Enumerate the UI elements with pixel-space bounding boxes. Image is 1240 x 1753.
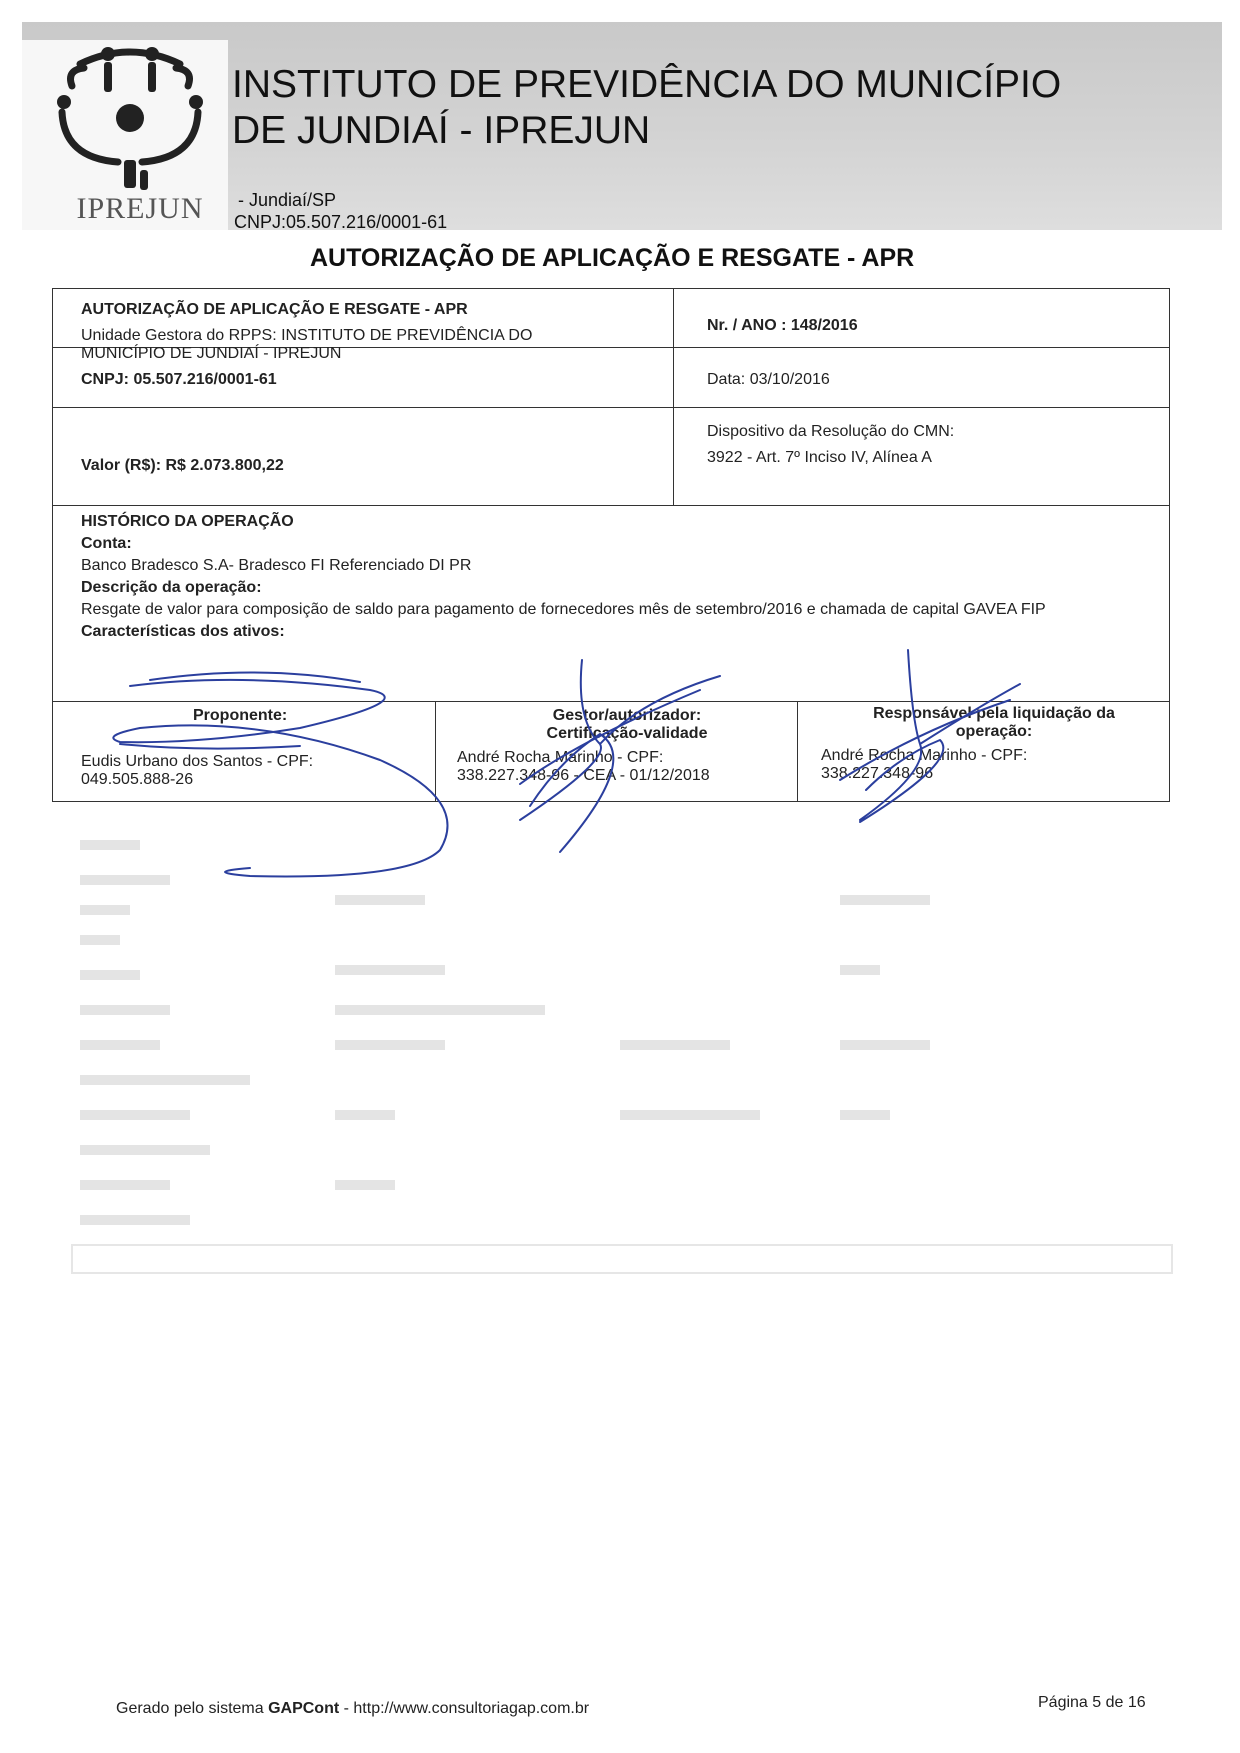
conta-label: Conta:	[81, 535, 132, 552]
box-title: AUTORIZAÇÃO DE APLICAÇÃO E RESGATE - APR	[81, 301, 468, 318]
logo-wordmark: IPREJUN	[76, 192, 204, 225]
institute-logo	[22, 40, 228, 230]
responsavel-name: André Rocha Marinho - CPF:	[821, 747, 1028, 764]
header-cnpj: CNPJ:05.507.216/0001-61	[234, 212, 448, 232]
divider	[435, 701, 436, 801]
descricao-label: Descrição da operação:	[81, 579, 262, 596]
historico-title: HISTÓRICO DA OPERAÇÃO	[81, 513, 294, 530]
institute-name-line1: INSTITUTO DE PREVIDÊNCIA DO MUNICÍPIO	[232, 63, 1062, 106]
conta-value: Banco Bradesco S.A- Bradesco FI Referenciado DI PR	[81, 557, 472, 574]
descricao-value: Resgate de valor para composição de saldo para pagamento de fornecedores mês de setembro/2016 e chamada de capital GAVEA FIP	[81, 601, 1046, 618]
dispositivo-label: Dispositivo da Resolução do CMN:	[707, 423, 955, 440]
divider	[53, 407, 1169, 408]
proponente-name: Eudis Urbano dos Santos - CPF:	[81, 753, 314, 770]
gestor-cpf: 338.227.348-96 - CEA - 01/12/2018	[457, 767, 710, 784]
institute-name	[232, 62, 1061, 154]
responsavel-cell	[821, 705, 1167, 783]
footer-url: - http://www.consultoriagap.com.br	[339, 1700, 590, 1717]
institute-name-line2: DE JUNDIAÍ - IPREJUN	[232, 109, 651, 152]
footer-generated-by	[116, 1700, 589, 1718]
gestor-name: André Rocha Marinho - CPF:	[457, 749, 664, 766]
header-city: - Jundiaí/SP	[238, 190, 337, 210]
page-number: Página 5 de 16	[1038, 1694, 1146, 1711]
nr-ano: Nr. / ANO : 148/2016	[707, 317, 858, 334]
document-title: AUTORIZAÇÃO DE APLICAÇÃO E RESGATE - APR	[310, 244, 915, 272]
divider	[797, 701, 798, 801]
dispositivo-value: 3922 - Art. 7º Inciso IV, Alínea A	[707, 449, 932, 466]
form-date: Data: 03/10/2016	[707, 371, 830, 388]
gestor-label-line1: Gestor/autorizador:	[552, 707, 702, 724]
caracteristicas-label: Características dos ativos:	[81, 623, 285, 640]
historico-cell	[81, 513, 1161, 641]
responsavel-cpf: 338.227.348-96	[821, 765, 934, 782]
unidade-gestora-line2: MUNICÍPIO DE JUNDIAÍ - IPREJUN	[81, 345, 342, 362]
people-circle-logo-icon	[40, 40, 220, 190]
apr-form-table	[52, 288, 1170, 802]
apr-identification-cell	[81, 301, 661, 389]
valor: Valor (R$): R$ 2.073.800,22	[81, 457, 284, 474]
proponente-label: Proponente:	[193, 707, 288, 724]
gestor-cell	[457, 707, 797, 785]
unidade-gestora-line1: Unidade Gestora do RPPS: INSTITUTO DE PREVIDÊNCIA DO	[81, 327, 533, 344]
footer-prefix: Gerado pelo sistema	[116, 1700, 269, 1717]
dispositivo-cell	[707, 423, 954, 467]
proponente-cell	[81, 707, 431, 789]
footer-brand: GAPCont	[268, 1700, 340, 1717]
gestor-label-line2: Certificação-validade	[546, 725, 708, 742]
form-cnpj: CNPJ: 05.507.216/0001-61	[81, 371, 277, 388]
responsavel-label-line1: Responsável pela liquidação da	[873, 705, 1115, 722]
proponente-cpf: 049.505.888-26	[81, 771, 194, 788]
responsavel-label-line2: operação:	[955, 723, 1033, 740]
divider	[53, 505, 1169, 506]
divider	[673, 289, 674, 505]
divider	[53, 701, 1169, 702]
